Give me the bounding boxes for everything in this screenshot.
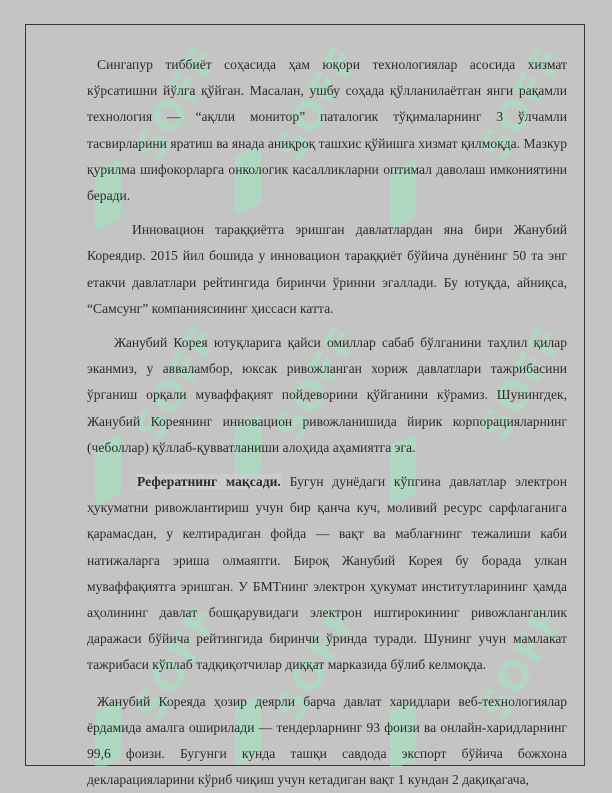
watermark-text: SOFF xyxy=(266,37,370,169)
watermark-text: SOFF xyxy=(471,597,575,729)
paragraph-text: Жанубий Корея ютуқларига қайси омиллар сабаб бўлганини таҳлил қилар эканмиз, у авваламбор, юксак ривожланган хориж давлатлари тажрибасини ўрганиш орқали муваффақият пойдеворини қўйганини кўрамиз. Шунингдек, Жанубий Кореянинг инновацион ривожланишида йирик корпорацияларнинг (чеболлар) қўллаб-қувватланиши алоҳида аҳамиятга эга. xyxy=(87,335,567,455)
document-body xyxy=(87,52,567,793)
paragraph-south-korea-innovation xyxy=(87,217,567,322)
watermark-text: SOFF xyxy=(471,37,575,169)
paragraph-text: Жанубий Кореяда ҳозир деярли барча давлат харидлари веб-технологиялар ёрдамида амалга оширилади — тендерларнинг 93 фоизи ва онлайн-харидларнинг 99,6 фоизи. Бугунги кунда ташқи савдода экспорт бўйича божхона декларацияларини кўриб чиқиш учун кетадиган вақт 1 кундан 2 дақиқагача, xyxy=(87,693,567,788)
paragraph-report-goal xyxy=(87,469,567,679)
paragraph-text: Инновацион тараққиётга эришган давлатлардан яна бири Жанубий Кореядир. 2015 йил бошида у инновацион тараққиёт бўйича дунёнинг 50 та энг етакчи давлатлари рейтингида биринчи ўринни эгаллади. Бу ютуқда, айниқса, “Самсунг” компаниясининг ҳиссаси катта. xyxy=(87,222,567,316)
watermark-text: SOFF xyxy=(266,597,370,729)
watermark-text: SOFF xyxy=(266,317,370,449)
paragraph-korea-success-factors xyxy=(87,330,567,461)
paragraph-text: Сингапур тиббиёт соҳасида ҳам юқори технологиялар асосида хизмат кўрсатишни йўлга қўйган. Масалан, ушбу соҳада қўлланилаётган янги рақамли технология — “ақлли монитор” паталогик тўқималарнинг 3 ўлчамли тасвирларини яратиш ва янада аниқроқ ташхис қўйишга хизмат қилмоқда. Мазкур қурилма шифокорларга онкологик касалликларни оптимал даволаш имкониятини беради. xyxy=(87,57,567,204)
watermark-text: SOFF xyxy=(126,37,230,169)
paragraph-singapore-medicine xyxy=(87,52,567,209)
watermark-text: SOFF xyxy=(126,317,230,449)
report-goal-heading: Рефератнинг мақсади. xyxy=(137,474,281,490)
paragraph-government-procurement xyxy=(87,689,567,793)
paragraph-text: Бугун дунёдаги кўпгина давлатлар электрон ҳукуматни ривожлантириш учун бир қанча куч, моливий ресурс сарфлаганига қарамасдан, у келтирадиган фойда — вақт ва маблағнинг тежалиши каби натижаларга эриша олмаяпти. Бироқ Жанубий Корея бу борада улкан муваффақиятга эришган. У БМТнинг электрон ҳукумат институтларининг ҳамда аҳолининг давлат бошқарувидаги электрон иштирокининг ривожланганлик даражаси бўйича рейтингида биринчи ўринда туради. Шунинг учун мамлакат тажрибаси кўплаб тадқиқотчилар диққат марказида бўлиб келмоқда. xyxy=(87,474,567,673)
watermark-text: SOFF xyxy=(471,317,575,449)
watermark-text: SOFF xyxy=(126,597,230,729)
